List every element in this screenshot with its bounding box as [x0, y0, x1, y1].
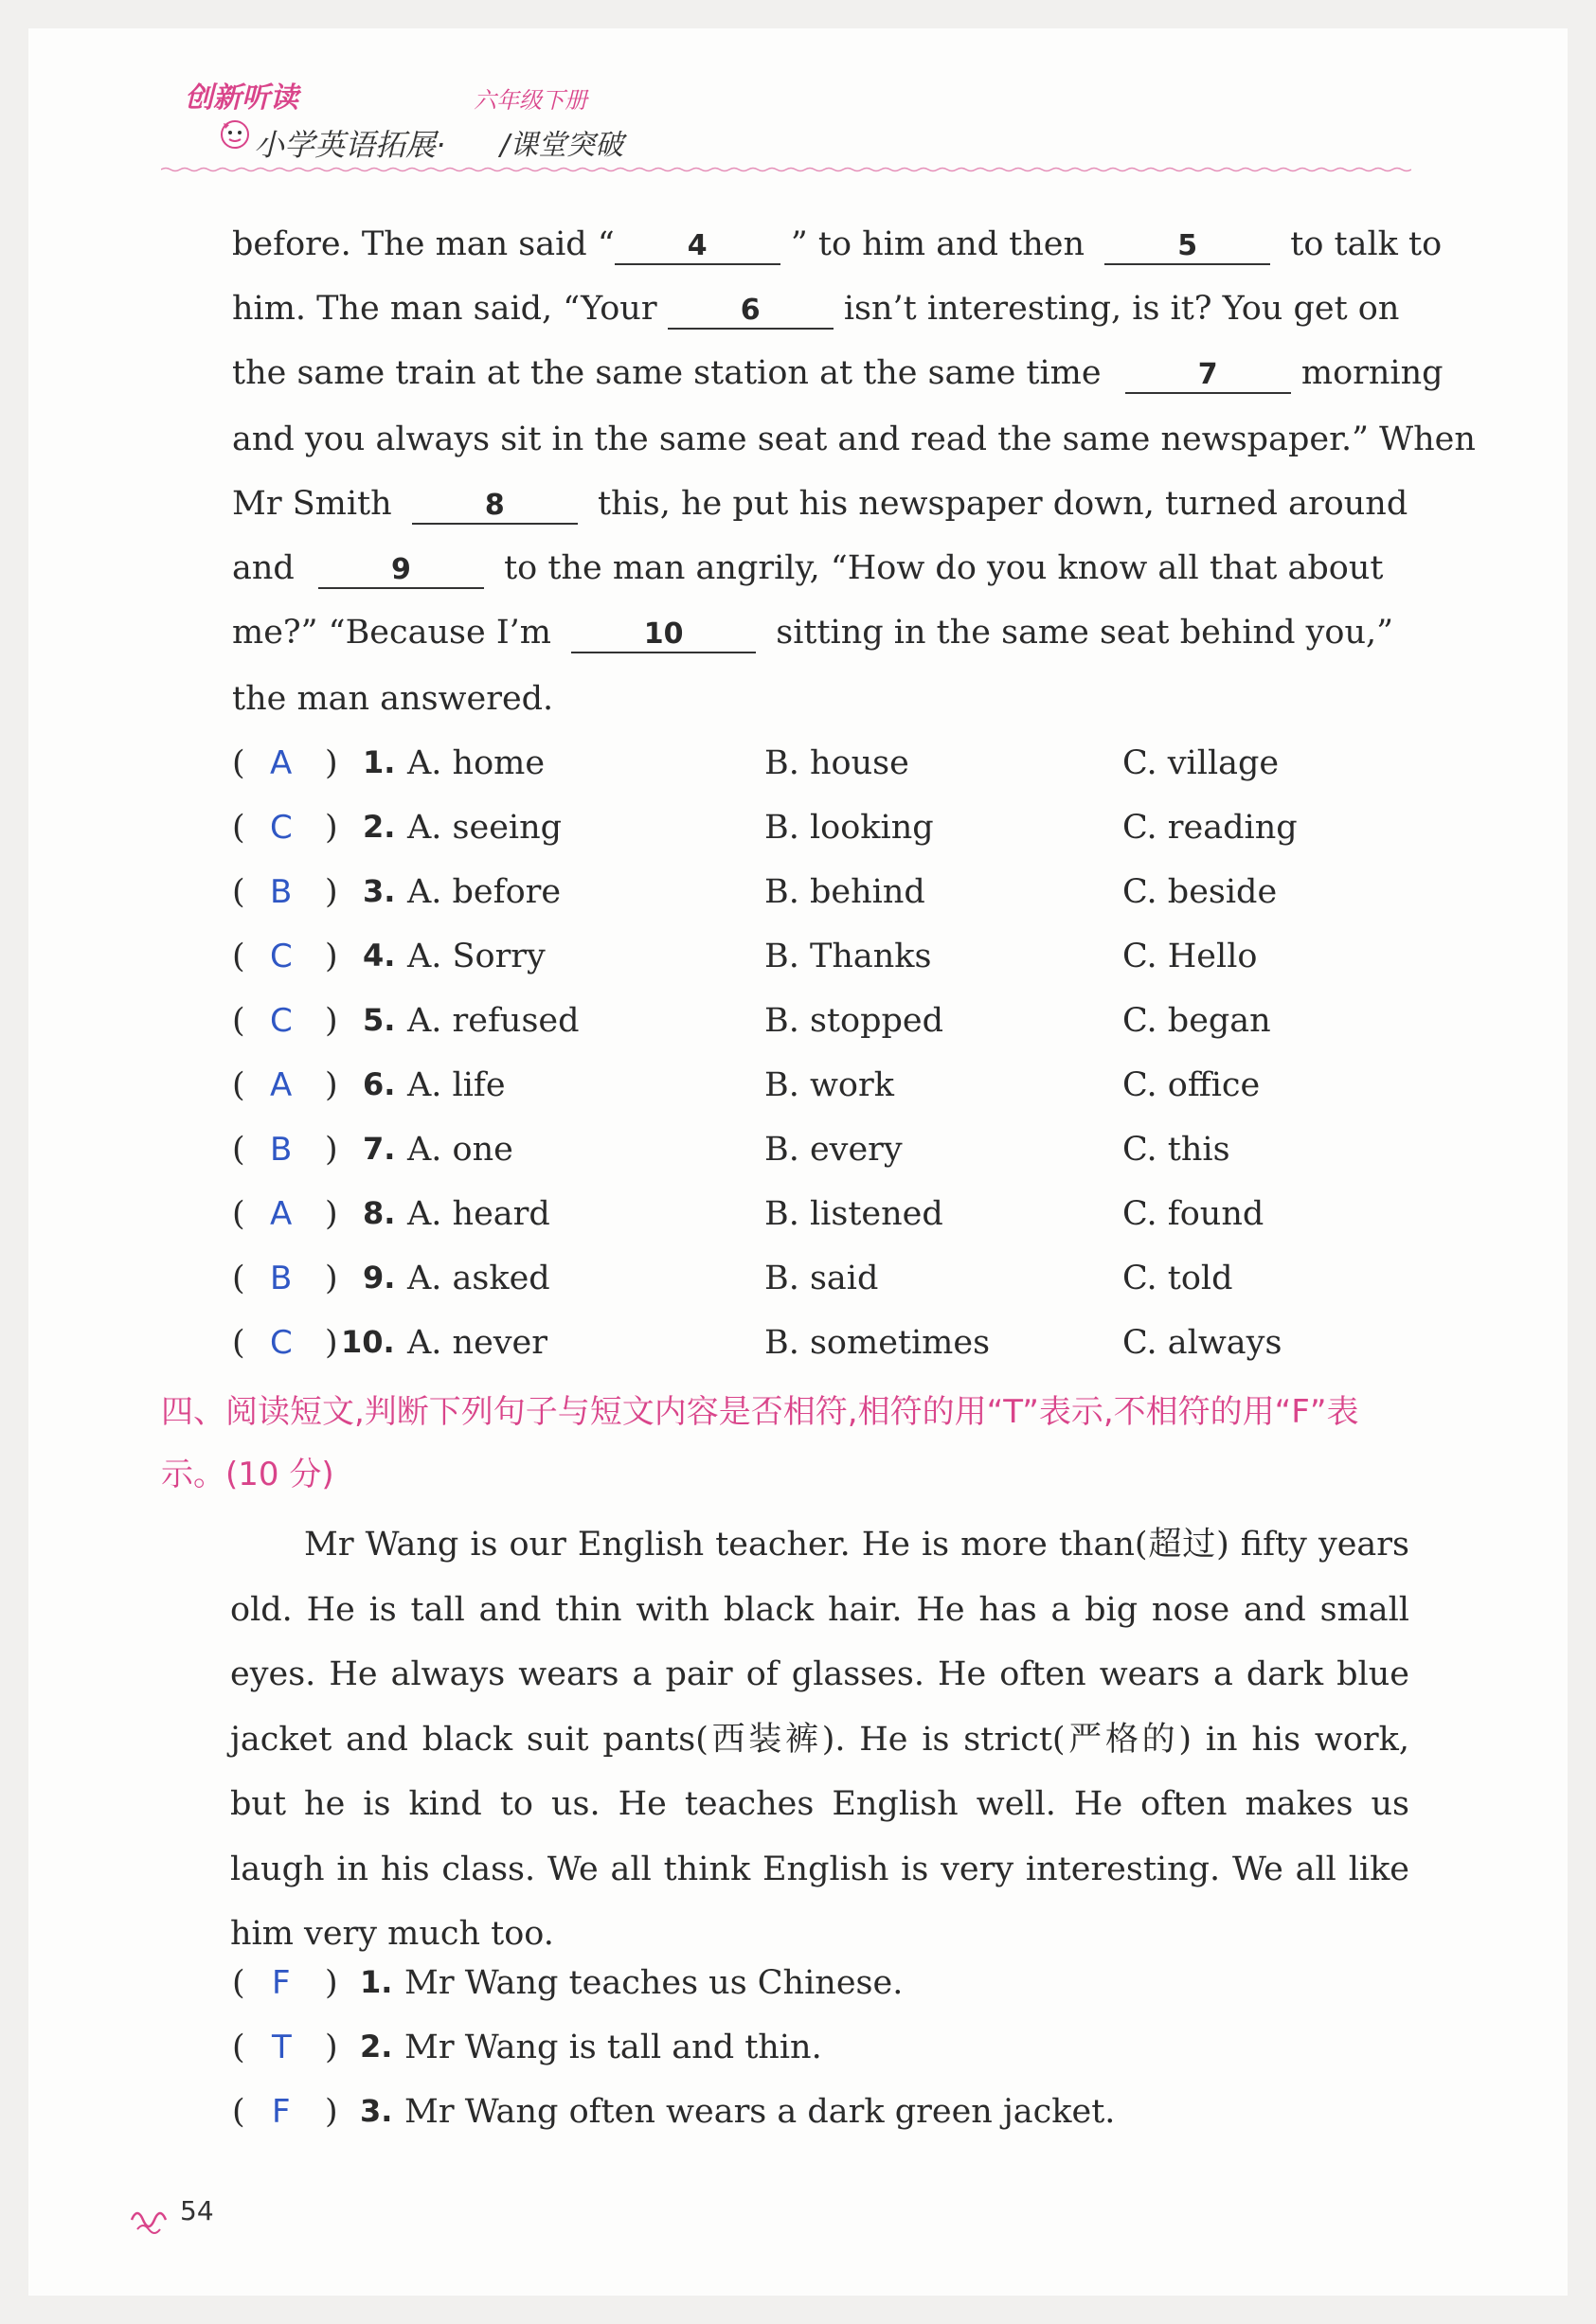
mascot-icon	[214, 112, 256, 153]
choice-row: ( A ) 6. A. life B. work C. office	[232, 1066, 1261, 1104]
answer: A	[270, 1195, 293, 1233]
passage-line: the man answered.	[232, 680, 554, 718]
passage-line: the same train at the same station at the same time 7 morning	[232, 354, 1444, 392]
brand-logo: 创新听读	[185, 81, 298, 115]
passage-line: and 9 to the man angrily, “How do you know all that about	[232, 549, 1384, 587]
blank-5: 5	[1104, 229, 1270, 265]
answer: T	[272, 2029, 292, 2066]
answer: C	[270, 938, 293, 975]
section-label: /课堂突破	[500, 129, 624, 162]
blank-6: 6	[668, 294, 834, 330]
blank-4: 4	[615, 229, 780, 265]
choice-row: ( B ) 7. A. one B. every C. this	[232, 1131, 1230, 1169]
blank-9: 9	[318, 553, 484, 589]
passage-line: me?” “Because I’m 10 sitting in the same seat behind you,”	[232, 614, 1394, 652]
answer: B	[270, 1260, 293, 1297]
answer: B	[270, 873, 293, 911]
grade-label: 六年级下册	[474, 87, 587, 114]
book-series-title: 小学英语拓展·	[254, 127, 446, 163]
choice-row: ( C ) 5. A. refused B. stopped C. began	[232, 1002, 1271, 1040]
choice-row: ( B ) 9. A. asked B. said C. told	[232, 1260, 1233, 1297]
answer: B	[270, 1131, 293, 1169]
answer: A	[270, 744, 293, 782]
answer: F	[272, 1964, 291, 2002]
answer: C	[270, 809, 293, 847]
judgment-row: ( F ) 1. Mr Wang teaches us Chinese.	[232, 1964, 904, 2002]
passage-line: Mr Smith 8 this, he put his newspaper down, turned around	[232, 485, 1408, 523]
blank-10: 10	[571, 617, 756, 653]
answer: C	[270, 1324, 293, 1362]
choice-row: ( C ) 4. A. Sorry B. Thanks C. Hello	[232, 938, 1258, 975]
answer: F	[272, 2093, 291, 2131]
choice-row: ( B ) 3. A. before B. behind C. beside	[232, 873, 1278, 911]
header-wavy-divider	[161, 167, 1411, 172]
reading-passage: Mr Wang is our English teacher. He is more than(超过) fifty years old. He is tall and thin with black hair. He has a big nose and small eyes. He always wears a pair of glasses. He often wears a dark blue jacket and black suit pants(西装裤). He is strict(严格的) in his work, but he is kind to us. He teaches English well. He often makes us laugh in his class. We all think English is very interesting. We all like him very much too.	[230, 1526, 1409, 1953]
swirl-decoration-icon	[128, 2203, 183, 2235]
answer: C	[270, 1002, 293, 1040]
answer: A	[270, 1066, 293, 1104]
page-number: 54	[180, 2195, 214, 2226]
choice-row: ( C ) 10. A. never B. sometimes C. always	[232, 1324, 1282, 1362]
judgment-row: ( F ) 3. Mr Wang often wears a dark green jacket.	[232, 2093, 1116, 2131]
passage-line: him. The man said, “Your 6 isn’t interesting, is it? You get on	[232, 290, 1400, 328]
choice-row: ( A ) 8. A. heard B. listened C. found	[232, 1195, 1264, 1233]
passage-line: and you always sit in the same seat and read the same newspaper.” When	[232, 420, 1476, 458]
section-four-title: 四、阅读短文,判断下列句子与短文内容是否相符,相符的用“T”表示,不相符的用“F”表示。(10 分)	[161, 1393, 1359, 1493]
judgment-row: ( T ) 2. Mr Wang is tall and thin.	[232, 2029, 822, 2066]
choice-row: ( A ) 1. A. home B. house C. village	[232, 744, 1280, 782]
blank-8: 8	[412, 489, 578, 525]
blank-7: 7	[1125, 358, 1291, 394]
choice-row: ( C ) 2. A. seeing B. looking C. reading	[232, 809, 1298, 847]
passage-line: before. The man said “ 4 ” to him and then 5 to talk to	[232, 225, 1443, 263]
